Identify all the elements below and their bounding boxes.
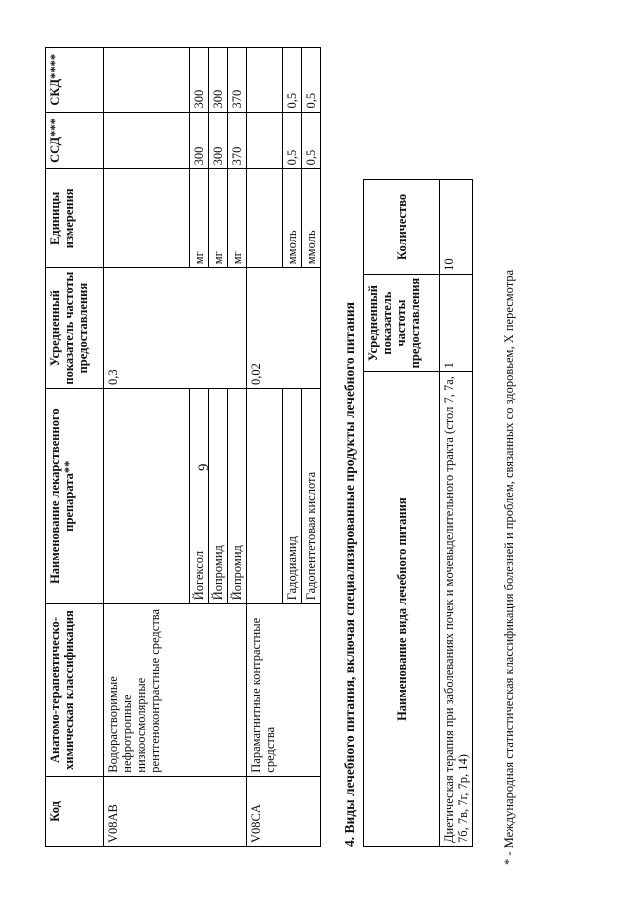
drug-ssd: 0,5 <box>302 112 321 169</box>
empty-cell <box>209 268 228 389</box>
drug-unit: ммоль <box>302 169 321 268</box>
group-code: V08AB <box>104 776 190 846</box>
table-row <box>190 48 209 847</box>
header-avg-frequency: Усредненный показатель частоты предоставления <box>46 268 104 389</box>
drug-unit: ммоль <box>283 169 302 268</box>
empty-cell <box>209 604 228 776</box>
drug-ssd: 370 <box>228 112 247 169</box>
empty-cell <box>302 604 321 776</box>
section-title: 4. Виды лечебного питания, включая специализированные продукты лечебного питания <box>342 302 357 847</box>
drug-skd: 370 <box>228 48 247 113</box>
table-row <box>228 48 247 847</box>
drug-name: Йопромид <box>209 389 228 604</box>
drug-unit: мг <box>190 169 209 268</box>
empty-cell <box>283 604 302 776</box>
header-nutrition-frequency: Усредненный показатель частоты предоставления <box>364 274 440 372</box>
empty-cell <box>209 776 228 846</box>
empty-cell <box>104 169 190 268</box>
empty-cell <box>283 776 302 846</box>
drug-name: Гадодиамид <box>283 389 302 604</box>
empty-cell <box>247 48 283 113</box>
header-code: Код <box>46 776 104 846</box>
drug-skd: 0,5 <box>283 48 302 113</box>
header-nutrition-name: Наименование вида лечебного питания <box>364 372 440 847</box>
drug-name: Йопромид <box>228 389 247 604</box>
table-header-row <box>364 180 440 847</box>
empty-cell <box>190 268 209 389</box>
nutrition-frequency: 1 <box>440 274 473 372</box>
empty-cell <box>190 604 209 776</box>
drug-table <box>45 47 321 847</box>
drug-ssd: 300 <box>190 112 209 169</box>
drug-ssd: 0,5 <box>283 112 302 169</box>
empty-cell <box>104 48 190 113</box>
empty-cell <box>247 112 283 169</box>
drug-name: Гадопентетовая кислота <box>302 389 321 604</box>
header-ssd: ССД*** <box>46 112 104 169</box>
table-row <box>247 48 283 847</box>
drug-skd: 300 <box>190 48 209 113</box>
drug-ssd: 300 <box>209 112 228 169</box>
table-row <box>104 48 190 847</box>
empty-cell <box>247 169 283 268</box>
group-atc: Водорастворимые нефротропные низкоосмолярные рентгеноконтрастные средства <box>104 604 190 776</box>
header-quantity: Количество <box>364 180 440 275</box>
footnote: * - Международная статистическая классификация болезней и проблем, связанных со здоровьем, X пересмотра <box>502 269 516 865</box>
empty-cell <box>228 604 247 776</box>
drug-unit: мг <box>228 169 247 268</box>
page-number: 9 <box>196 463 212 471</box>
nutrition-table <box>363 179 473 847</box>
header-drug-name: Наименование лекарственного препарата** <box>46 389 104 604</box>
drug-skd: 300 <box>209 48 228 113</box>
table-row <box>209 48 228 847</box>
nutrition-name: Диетическая терапия при заболеваниях почек и мочевыделительного тракта (стол 7, 7а, 7б, 7в, 7г, 7р, 14) <box>440 372 473 847</box>
group-code: V08CA <box>247 776 283 846</box>
group-atc: Парамагнитные контрастные средства <box>247 604 283 776</box>
header-skd: СКД**** <box>46 48 104 113</box>
empty-cell <box>228 776 247 846</box>
empty-cell <box>302 268 321 389</box>
nutrition-quantity: 10 <box>440 180 473 275</box>
empty-cell <box>247 389 283 604</box>
table-row <box>440 180 473 847</box>
empty-cell <box>104 389 190 604</box>
drug-unit: мг <box>209 169 228 268</box>
group-frequency: 0,3 <box>104 268 190 389</box>
table-row <box>302 48 321 847</box>
header-atc: Анатомо-терапевтическо-химическая классификация <box>46 604 104 776</box>
table-row <box>283 48 302 847</box>
table-header-row <box>46 48 104 847</box>
empty-cell <box>302 776 321 846</box>
drug-skd: 0,5 <box>302 48 321 113</box>
header-units: Единицы измерения <box>46 169 104 268</box>
empty-cell <box>190 776 209 846</box>
empty-cell <box>104 112 190 169</box>
group-frequency: 0,02 <box>247 268 283 389</box>
drug-name: Йогексол <box>190 389 209 604</box>
empty-cell <box>283 268 302 389</box>
empty-cell <box>228 268 247 389</box>
